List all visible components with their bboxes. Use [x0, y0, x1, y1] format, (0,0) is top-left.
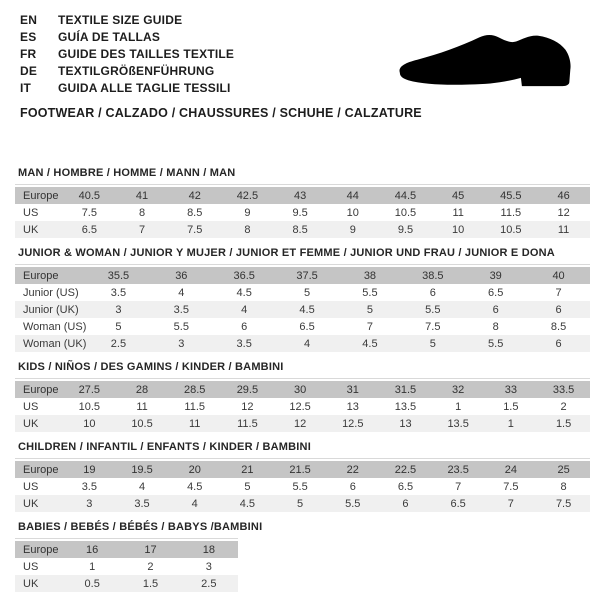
table-row — [15, 267, 590, 284]
size-table — [15, 187, 590, 238]
size-cell: 11 — [557, 223, 570, 236]
size-tables — [0, 167, 600, 592]
table-row — [15, 495, 590, 512]
size-cell: 11 — [189, 417, 201, 430]
language-code: ES — [20, 29, 37, 44]
size-cell: 10 — [83, 417, 96, 430]
size-cell: 42 — [188, 189, 201, 202]
size-cell: 5 — [366, 303, 373, 316]
table-row — [15, 187, 590, 204]
size-cell: 37.5 — [296, 269, 318, 282]
size-cell: 36 — [175, 269, 188, 282]
size-cell: 6 — [555, 303, 562, 316]
size-cell: 6.5 — [81, 223, 97, 236]
size-table — [15, 461, 590, 512]
size-table — [15, 267, 590, 352]
size-cell: 11.5 — [500, 206, 522, 219]
size-cell: 5 — [244, 480, 251, 493]
language-code: IT — [20, 80, 32, 95]
size-cell: 4 — [138, 480, 146, 493]
size-cell: 7.5 — [81, 206, 97, 219]
size-cell: 6.5 — [397, 480, 414, 493]
table-row — [15, 415, 590, 432]
size-cell: 41 — [135, 189, 149, 202]
size-cell: 45.5 — [500, 189, 522, 202]
size-cell: 4 — [178, 286, 185, 299]
size-cell: 1 — [455, 400, 462, 413]
language-code: FR — [20, 46, 37, 61]
size-cell: 5.5 — [173, 320, 189, 333]
size-cell: 23.5 — [447, 463, 469, 476]
size-cell: 45 — [452, 189, 465, 202]
size-cell: 8.5 — [187, 206, 203, 219]
size-cell: 6 — [492, 303, 499, 316]
category-title: FOOTWEAR / CALZADO / CHAUSSURES / SCHUHE / CALZATURE — [20, 106, 422, 120]
size-cell: 7.5 — [425, 320, 441, 333]
size-cell: 5 — [429, 337, 436, 350]
size-cell: 4.5 — [239, 497, 256, 510]
row-label: US — [23, 480, 39, 493]
table-row — [15, 575, 238, 592]
size-cell: 42.5 — [236, 189, 259, 202]
size-cell: 38.5 — [422, 269, 444, 282]
size-cell: 4 — [304, 337, 311, 350]
size-cell: 1.5 — [555, 417, 572, 430]
table-top-rule — [15, 184, 590, 185]
size-cell: 4.5 — [236, 286, 252, 299]
size-cell: 39 — [489, 269, 502, 282]
language-label: GUIDE DES TAILLES TEXTILE — [58, 46, 235, 61]
size-cell: 21.5 — [289, 463, 311, 476]
size-cell: 7 — [138, 223, 146, 236]
size-cell: 6.5 — [299, 320, 315, 333]
size-cell: 40.5 — [78, 189, 101, 202]
size-cell: 9.5 — [292, 206, 308, 219]
size-cell: 10 — [346, 206, 359, 219]
size-cell: 3.5 — [173, 303, 189, 316]
size-cell: 17 — [144, 543, 157, 556]
size-cell: 35.5 — [107, 269, 130, 282]
row-label: US — [23, 206, 39, 219]
size-cell: 44 — [346, 189, 359, 202]
size-cell: 5.5 — [362, 286, 378, 299]
size-cell: 12 — [557, 206, 570, 219]
section-title: CHILDREN / INFANTIL / ENFANTS / KINDER / BAMBINI — [18, 441, 311, 453]
size-cell: 7 — [366, 320, 373, 333]
size-cell: 8 — [138, 206, 146, 219]
size-section — [15, 361, 600, 432]
size-cell: 2 — [560, 400, 567, 413]
size-cell: 11.5 — [237, 417, 258, 430]
size-cell: 12 — [293, 417, 307, 430]
section-title: KIDS / NIÑOS / DES GAMINS / KINDER / BAMBINI — [18, 361, 284, 373]
table-row — [15, 318, 590, 335]
size-cell: 12.5 — [289, 400, 311, 413]
language-code: DE — [20, 63, 38, 78]
table-row — [15, 478, 590, 495]
size-cell: 0.5 — [84, 577, 100, 590]
size-cell: 8 — [492, 320, 499, 333]
section-title: MAN / HOMBRE / HOMME / MANN / MAN — [18, 167, 236, 179]
row-label: Europe — [23, 269, 59, 282]
size-cell: 4.5 — [362, 337, 378, 350]
row-label: Europe — [23, 189, 59, 202]
size-cell: 3 — [178, 337, 185, 350]
table-row — [15, 398, 590, 415]
size-section — [15, 247, 600, 352]
size-cell: 13.5 — [394, 400, 417, 413]
size-cell: 24 — [504, 463, 517, 476]
size-cell: 2.5 — [201, 577, 217, 590]
size-cell: 2.5 — [110, 337, 127, 350]
size-cell: 13 — [399, 417, 412, 430]
table-row — [15, 381, 590, 398]
language-label: TEXTILGRÖßENFÜHRUNG — [58, 63, 215, 78]
size-cell: 10.5 — [500, 223, 522, 236]
row-label: UK — [23, 577, 39, 590]
size-cell: 6 — [349, 480, 356, 493]
size-cell: 3.5 — [81, 480, 97, 493]
size-cell: 7.5 — [555, 497, 572, 510]
size-cell: 7.5 — [187, 223, 203, 236]
table-row — [15, 301, 590, 318]
size-cell: 4 — [241, 303, 248, 316]
table-top-rule — [15, 538, 238, 539]
size-cell: 10.5 — [394, 206, 417, 219]
size-cell: 5 — [304, 286, 311, 299]
size-cell: 7 — [555, 286, 562, 299]
row-label: Woman (UK) — [23, 337, 87, 350]
size-cell: 9.5 — [397, 223, 414, 236]
size-cell: 43 — [293, 189, 307, 202]
size-cell: 10.5 — [131, 417, 153, 430]
size-cell: 7 — [455, 480, 462, 493]
size-cell: 6 — [241, 320, 248, 333]
size-cell: 5 — [115, 320, 122, 333]
size-cell: 33.5 — [552, 383, 575, 396]
size-section — [15, 441, 600, 512]
row-label: US — [23, 560, 39, 573]
size-cell: 6.5 — [488, 286, 504, 299]
size-cell: 5.5 — [488, 337, 504, 350]
section-title: JUNIOR & WOMAN / JUNIOR Y MUJER / JUNIOR ET FEMME / JUNIOR UND FRAU / JUNIOR E DONA — [18, 247, 555, 259]
size-cell: 44.5 — [394, 189, 417, 202]
size-cell: 5 — [297, 497, 304, 510]
size-cell: 11.5 — [184, 400, 206, 413]
size-cell: 1 — [507, 417, 514, 430]
size-cell: 5.5 — [345, 497, 361, 510]
row-label: Europe — [23, 463, 59, 476]
language-code: EN — [20, 12, 38, 27]
row-label: US — [23, 400, 39, 413]
size-cell: 9 — [244, 206, 251, 219]
size-cell: 3 — [86, 497, 93, 510]
table-top-rule — [15, 264, 590, 265]
size-cell: 32 — [452, 383, 465, 396]
size-cell: 7.5 — [503, 480, 519, 493]
size-cell: 8.5 — [292, 223, 308, 236]
size-cell: 3.5 — [110, 286, 127, 299]
size-cell: 5.5 — [425, 303, 441, 316]
row-label: UK — [23, 417, 39, 430]
language-label: GUÍA DE TALLAS — [58, 29, 161, 44]
size-table — [15, 541, 238, 592]
size-cell: 28.5 — [184, 383, 206, 396]
table-top-rule — [15, 378, 590, 379]
size-cell: 7 — [507, 497, 514, 510]
table-row — [15, 541, 238, 558]
size-cell: 40 — [552, 269, 565, 282]
row-label: Junior (US) — [23, 286, 79, 299]
size-cell: 6 — [555, 337, 562, 350]
row-label: UK — [23, 223, 39, 236]
size-cell: 20 — [188, 463, 201, 476]
table-row — [15, 335, 590, 352]
size-cell: 31.5 — [394, 383, 417, 396]
size-cell: 6 — [429, 286, 436, 299]
size-cell: 1.5 — [503, 400, 519, 413]
size-cell: 11 — [452, 206, 464, 219]
size-cell: 8 — [560, 480, 567, 493]
size-cell: 8 — [244, 223, 251, 236]
language-label: TEXTILE SIZE GUIDE — [58, 12, 183, 27]
size-cell: 1 — [89, 560, 96, 573]
size-cell: 29.5 — [236, 383, 259, 396]
row-label: Junior (UK) — [23, 303, 79, 316]
size-section — [15, 167, 600, 238]
size-table — [15, 381, 590, 432]
row-label: Europe — [23, 543, 59, 556]
size-cell: 27.5 — [78, 383, 101, 396]
size-cell: 4.5 — [187, 480, 203, 493]
size-cell: 3 — [205, 560, 212, 573]
dress-shoe-icon — [396, 30, 580, 96]
size-cell: 13.5 — [447, 417, 469, 430]
language-row — [20, 11, 600, 28]
size-cell: 31 — [346, 383, 359, 396]
section-title: BABIES / BEBÉS / BÉBÉS / BABYS /BAMBINI — [18, 521, 263, 533]
size-cell: 22 — [346, 463, 359, 476]
size-cell: 3 — [115, 303, 122, 316]
size-cell: 13 — [346, 400, 359, 413]
table-row — [15, 558, 238, 575]
size-cell: 22.5 — [394, 463, 417, 476]
table-row — [15, 221, 590, 238]
size-cell: 9 — [349, 223, 356, 236]
size-cell: 11 — [136, 400, 148, 413]
size-cell: 6.5 — [450, 497, 466, 510]
language-label: GUIDA ALLE TAGLIE TESSILI — [58, 80, 231, 95]
size-cell: 3.5 — [134, 497, 150, 510]
size-cell: 46 — [557, 189, 570, 202]
size-cell: 33 — [504, 383, 517, 396]
size-cell: 5.5 — [292, 480, 308, 493]
table-row — [15, 204, 590, 221]
size-cell: 4 — [191, 497, 198, 510]
table-row — [15, 284, 590, 301]
row-label: Woman (US) — [23, 320, 87, 333]
size-section — [15, 521, 600, 592]
size-cell: 12 — [241, 400, 254, 413]
row-label: UK — [23, 497, 39, 510]
size-cell: 3.5 — [236, 337, 252, 350]
size-cell: 4.5 — [299, 303, 315, 316]
size-cell: 10.5 — [78, 400, 101, 413]
size-cell: 25 — [557, 463, 570, 476]
size-cell: 1.5 — [142, 577, 159, 590]
row-label: Europe — [23, 383, 59, 396]
size-cell: 10 — [452, 223, 465, 236]
size-cell: 19.5 — [131, 463, 153, 476]
size-cell: 38 — [363, 269, 377, 282]
size-cell: 12.5 — [342, 417, 364, 430]
size-cell: 36.5 — [233, 269, 255, 282]
size-cell: 30 — [293, 383, 307, 396]
size-cell: 2 — [147, 560, 154, 573]
size-cell: 16 — [86, 543, 99, 556]
table-row — [15, 461, 590, 478]
size-cell: 28 — [135, 383, 149, 396]
size-cell: 21 — [241, 463, 254, 476]
size-cell: 19 — [83, 463, 96, 476]
size-cell: 18 — [202, 543, 215, 556]
size-cell: 8.5 — [550, 320, 567, 333]
size-cell: 6 — [402, 497, 409, 510]
table-top-rule — [15, 458, 590, 459]
